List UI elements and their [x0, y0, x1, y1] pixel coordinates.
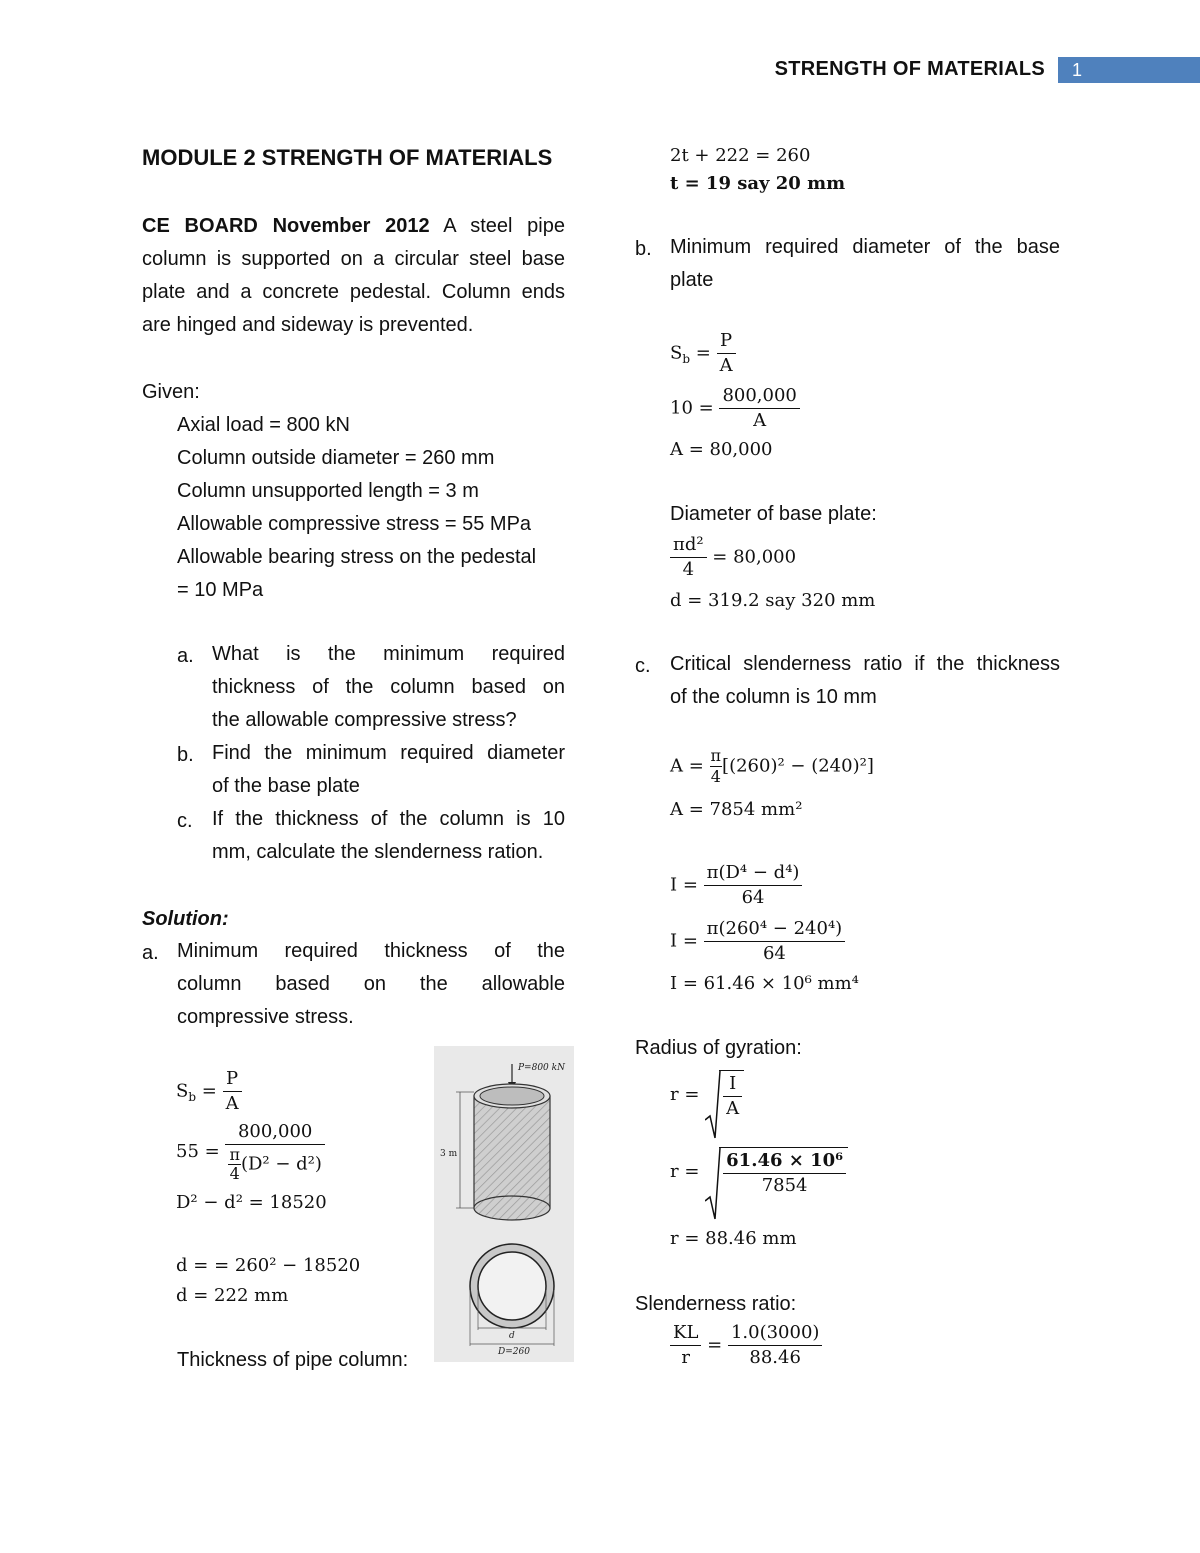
fraction — [670, 1322, 701, 1369]
fraction — [723, 1150, 846, 1197]
fraction — [717, 330, 736, 377]
part-letter: b. — [635, 238, 652, 260]
fraction — [710, 746, 723, 787]
slenderness-label: Slenderness ratio: — [635, 1293, 797, 1315]
equation-diam — [670, 534, 796, 581]
frac-num: 800,000 — [225, 1121, 324, 1145]
fraction — [723, 1073, 742, 1120]
question-c — [212, 803, 565, 869]
equation-slenderness — [670, 1322, 822, 1369]
part-c-text — [670, 648, 1060, 714]
question-line: If the thickness of the column is 10 — [212, 808, 565, 830]
frac-num: π(260⁴ − 240⁴) — [704, 918, 846, 942]
pipe-column-figure — [434, 1046, 574, 1362]
equation-r1 — [670, 1070, 744, 1120]
equation-sb — [176, 1068, 242, 1115]
frac-den: 64 — [741, 887, 765, 908]
diameter-label: Diameter of base plate: — [670, 503, 877, 525]
solution-label: Solution: — [142, 908, 229, 930]
frac-num: 1.0(3000) — [728, 1322, 822, 1346]
eq-sym: = 260² − 18520 — [214, 1255, 361, 1276]
eq-sym: S — [670, 342, 683, 364]
frac-num: P — [717, 330, 736, 354]
given-item: Column unsupported length = 3 m — [177, 480, 479, 502]
radical-icon — [705, 1070, 721, 1140]
thickness-label: Thickness of pipe column: — [177, 1349, 409, 1371]
question-line: What is the minimum required — [212, 643, 565, 665]
question-letter: c. — [177, 810, 193, 832]
equation-line: I = 61.46 × 10⁶ mm⁴ — [670, 973, 859, 994]
sqrt-body — [719, 1070, 744, 1120]
D-label: D=260 — [498, 1347, 530, 1357]
eq-sym: [(260)² − (240)²] — [722, 755, 874, 777]
equation-area — [670, 746, 874, 787]
eq-sym: 55 = — [176, 1141, 226, 1162]
given-item: Allowable compressive stress = 55 MPa — [177, 513, 532, 535]
fraction — [728, 1322, 822, 1369]
equation-line: 2t + 222 = 260 — [670, 145, 811, 166]
frac-den-composite — [225, 1145, 324, 1183]
solution-line: compressive stress. — [177, 1006, 354, 1028]
eq-sub: b — [188, 1090, 197, 1105]
fraction — [228, 1146, 241, 1183]
frac-den: r — [681, 1347, 690, 1368]
pipe-diagram-icon — [434, 1046, 574, 1362]
equation-r2 — [670, 1147, 848, 1197]
equation-I2 — [670, 918, 845, 965]
equation-line: t = 19 say 20 mm — [670, 173, 846, 194]
fraction — [704, 918, 846, 965]
eq-sym: S — [176, 1080, 189, 1102]
problem-statement — [142, 210, 565, 342]
solution-letter: a. — [142, 942, 159, 964]
page-number: 1 — [1072, 60, 1083, 80]
frac-den: A — [225, 1093, 239, 1114]
equation-sb — [670, 330, 736, 377]
problem-line: A steel pipe — [429, 215, 565, 237]
gyration-label: Radius of gyration: — [635, 1037, 802, 1059]
given-item: Axial load = 800 kN — [177, 414, 350, 436]
part-line: Critical slenderness ratio if the thickness — [670, 653, 1060, 675]
radical-icon — [705, 1147, 721, 1221]
problem-line: plate and a concrete pedestal. Column ends — [142, 281, 565, 303]
given-item: Column outside diameter = 260 mm — [177, 447, 495, 469]
problem-line: are hinged and sideway is prevented. — [142, 314, 474, 336]
solution-line: Minimum required thickness of the — [177, 940, 565, 962]
frac-num: P — [223, 1068, 242, 1092]
question-line: mm, calculate the slenderness ration. — [212, 841, 544, 863]
part-b-text — [670, 231, 1060, 297]
frac-den: 64 — [762, 943, 786, 964]
frac-num: 61.46 × 10⁶ — [723, 1150, 846, 1174]
frac-den: 4 — [229, 1164, 240, 1183]
frac-num: 800,000 — [719, 385, 799, 409]
eq-sym: A = — [670, 755, 710, 777]
problem-label: CE BOARD November 2012 — [142, 215, 430, 237]
fraction — [719, 385, 799, 432]
equation-line: D² − d² = 18520 — [176, 1192, 327, 1213]
eq-sym: r = — [670, 1084, 706, 1105]
frac-num: I — [723, 1073, 742, 1097]
problem-line: column is supported on a circular steel base — [142, 248, 565, 270]
fraction — [223, 1068, 242, 1115]
frac-num: π(D⁴ − d⁴) — [704, 862, 803, 886]
header-title: STRENGTH OF MATERIALS — [774, 58, 1045, 80]
question-letter: a. — [177, 645, 194, 667]
equation-line: r = 88.46 mm — [670, 1228, 797, 1249]
frac-num: π — [710, 746, 722, 765]
eq-sym: r = — [670, 1161, 706, 1182]
equation-10 — [670, 385, 800, 432]
eq-sub: b — [682, 352, 691, 367]
frac-den: A — [726, 1098, 740, 1119]
sqrt — [705, 1147, 848, 1197]
question-line: of the base plate — [212, 775, 360, 797]
eq-sym: = — [690, 342, 717, 364]
question-line: thickness of the column based on — [212, 676, 565, 698]
question-line: the allowable compressive stress? — [212, 709, 517, 731]
equation-line: A = 7854 mm² — [670, 799, 803, 820]
frac-den: A — [753, 410, 767, 431]
equation-55 — [176, 1121, 325, 1183]
eq-sym: = — [196, 1080, 223, 1102]
question-b — [212, 737, 565, 803]
given-label: Given: — [142, 381, 200, 403]
eq-sym: = 80,000 — [706, 546, 797, 568]
frac-den: 4 — [710, 767, 721, 786]
module-title: MODULE 2 STRENGTH OF MATERIALS — [142, 145, 553, 170]
fraction — [225, 1121, 324, 1183]
frac-den: 4 — [682, 559, 695, 580]
equation-line: d = 319.2 say 320 mm — [670, 590, 876, 611]
frac-den: A — [719, 355, 733, 376]
eq-sym: = — [701, 1334, 728, 1356]
part-line: Minimum required diameter of the base — [670, 236, 1060, 258]
frac-num: KL — [670, 1322, 701, 1346]
sqrt — [705, 1070, 744, 1120]
eq-sym: d = — [176, 1255, 215, 1276]
solution-a-text — [177, 935, 565, 1034]
frac-den: 88.46 — [749, 1347, 801, 1368]
eq-sym: I = — [670, 930, 704, 952]
given-item: Allowable bearing stress on the pedestal — [177, 546, 537, 568]
given-item: = 10 MPa — [177, 579, 264, 601]
equation-I1 — [670, 862, 802, 909]
frac-num: π — [229, 1145, 240, 1164]
equation-line — [176, 1254, 360, 1278]
equation-line: d = 222 mm — [176, 1285, 289, 1306]
d-label: d — [509, 1331, 515, 1341]
part-letter: c. — [635, 655, 651, 677]
frac-num: πd² — [670, 534, 707, 558]
eq-sym: 10 = — [670, 397, 720, 419]
question-line: Find the minimum required diameter — [212, 742, 565, 764]
eq-sym: (D² − d²) — [240, 1153, 322, 1175]
question-letter: b. — [177, 744, 194, 766]
part-line: plate — [670, 269, 714, 291]
solution-line: column based on the allowable — [177, 973, 565, 995]
equation-line: A = 80,000 — [670, 439, 773, 460]
part-line: of the column is 10 mm — [670, 686, 877, 708]
eq-sym: I = — [670, 874, 704, 896]
fraction — [704, 862, 803, 909]
fraction — [670, 534, 707, 581]
load-label: P=800 kN — [518, 1063, 565, 1073]
sqrt-body — [719, 1147, 848, 1197]
question-a — [212, 638, 565, 737]
frac-den: 7854 — [761, 1175, 808, 1196]
length-label: 3 m — [440, 1149, 458, 1159]
